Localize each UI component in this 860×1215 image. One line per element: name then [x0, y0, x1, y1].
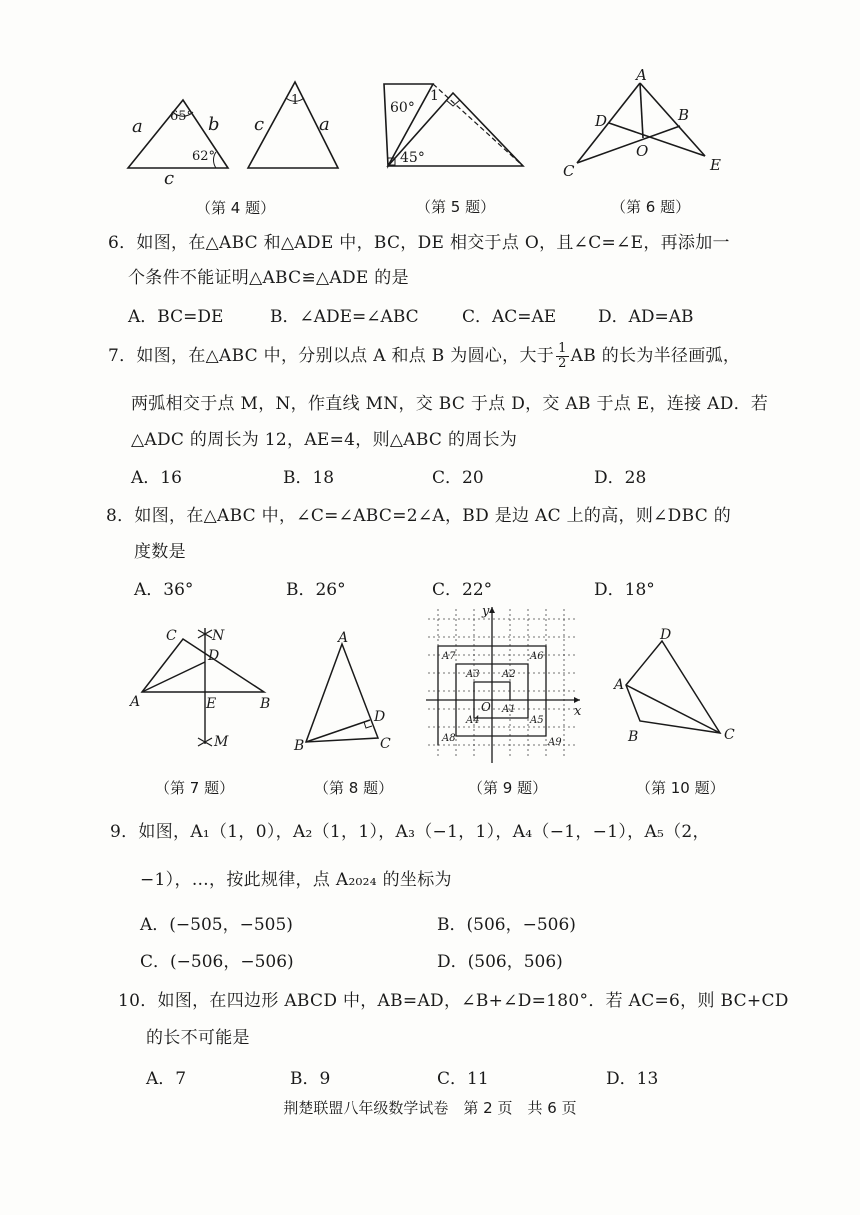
fig9-A7: A7 [442, 651, 456, 662]
fraction-denominator: 2 [558, 356, 567, 371]
fig10-C: C [724, 727, 735, 743]
fig6-A: A [636, 68, 647, 84]
fig4-right-label-a: a [319, 114, 330, 135]
fig10-A: A [614, 677, 625, 693]
fig8-D: D [374, 709, 386, 725]
q6-option-d: D．AD=AB [598, 307, 694, 327]
fig4-angle-62: 62° [192, 149, 216, 164]
q9-option-c: C．(−506，−506) [140, 952, 294, 972]
q8-option-d: D．18° [594, 580, 655, 600]
fig4-angle-65: 65° [170, 109, 194, 124]
caption-fig4: （第 4 题） [196, 199, 276, 217]
caption-fig8: （第 8 题） [314, 779, 394, 797]
fig6-E: E [710, 156, 721, 174]
fig10-D: D [660, 627, 672, 643]
fig5-angle-1: 1 [430, 88, 439, 104]
fig4-label-a: a [132, 116, 143, 137]
figure-5-diagram [378, 78, 528, 173]
q10-line-2: 的长不可能是 [146, 1028, 250, 1048]
fig6-O: O [636, 142, 649, 160]
q9-line-1: 9．如图，A₁（1，0），A₂（1，1），A₃（−1，1），A₄（−1，−1），A₅（2， [110, 822, 710, 842]
fig9-y: y [482, 605, 490, 619]
q7-line-1-rest: AB 的长为半径画弧， [570, 346, 741, 366]
figure-10 [610, 625, 745, 750]
q7-line-3: △ADC 的周长为 12，AE=4，则△ABC 的周长为 [131, 430, 518, 450]
q10-option-b: B．9 [290, 1069, 331, 1089]
figure-5 [378, 78, 528, 173]
fig7-C: C [166, 628, 177, 644]
fig7-M: M [214, 734, 229, 750]
fig9-A8: A8 [442, 733, 456, 744]
fig7-N: N [212, 628, 225, 644]
q10-option-a: A．7 [146, 1069, 187, 1089]
fig5-angle-45: 45° [400, 150, 425, 166]
figure-9-diagram [424, 605, 584, 765]
q8-option-a: A．36° [134, 580, 194, 600]
fig9-A9: A9 [548, 737, 562, 748]
fig8-C: C [380, 736, 391, 752]
fig6-C: C [563, 162, 575, 180]
figure-8-diagram [290, 628, 400, 753]
q8-line-2: 度数是 [134, 542, 186, 562]
fig9-A5: A5 [530, 715, 544, 726]
figure-10-diagram [610, 625, 745, 750]
fig5-angle-60: 60° [390, 100, 415, 116]
q7-option-c: C．20 [432, 468, 484, 488]
fig7-B: B [260, 696, 271, 712]
fig7-D: D [208, 648, 220, 664]
q9-option-d: D．(506，506) [437, 952, 563, 972]
q10-line-1: 10．如图，在四边形 ABCD 中，AB=AD，∠B+∠D=180°．若 AC=6，则 BC+CD [118, 991, 789, 1011]
figure-7 [126, 622, 276, 754]
fig10-B: B [628, 729, 639, 745]
fig9-A3: A3 [466, 669, 480, 680]
page-footer: 荆楚联盟八年级数学试卷 第 2 页 共 6 页 [283, 1099, 577, 1117]
fig4-label-b: b [208, 114, 220, 135]
fraction-half [556, 342, 569, 371]
fig4-angle-1: 1 [291, 93, 300, 108]
fig9-A6: A6 [530, 651, 544, 662]
fig7-E: E [206, 696, 217, 712]
q9-line-2: −1），…，按此规律，点 A₂₀₂₄ 的坐标为 [140, 870, 452, 890]
q8-option-c: C．22° [432, 580, 493, 600]
fig6-B: B [678, 106, 690, 124]
q7-line-2: 两弧相交于点 M，N，作直线 MN，交 BC 于点 D，交 AB 于点 E，连接 AD．若 [131, 394, 769, 414]
q6-option-b: B．∠ADE=∠ABC [270, 307, 419, 327]
caption-fig7: （第 7 题） [155, 779, 235, 797]
figure-7-diagram [126, 622, 276, 754]
fig9-A4: A4 [466, 715, 480, 726]
fig8-B: B [294, 738, 305, 753]
caption-fig10: （第 10 题） [636, 779, 725, 797]
q6-option-a: A．BC=DE [128, 307, 224, 327]
q10-option-c: C．11 [437, 1069, 489, 1089]
q6-line-2: 个条件不能证明△ABC≌△ADE 的是 [128, 268, 409, 288]
q6-option-c: C．AC=AE [462, 307, 557, 327]
q7-option-b: B．18 [283, 468, 335, 488]
q9-option-b: B．(506，−506) [437, 915, 576, 935]
figure-9 [424, 605, 584, 765]
q8-line-1: 8．如图，在△ABC 中，∠C=∠ABC=2∠A，BD 是边 AC 上的高，则∠DBC 的 [106, 506, 732, 526]
caption-fig6: （第 6 题） [611, 198, 691, 216]
q7-option-d: D．28 [594, 468, 647, 488]
figure-8 [290, 628, 400, 753]
q8-option-b: B．26° [286, 580, 346, 600]
caption-fig9: （第 9 题） [468, 779, 548, 797]
q10-option-d: D．13 [606, 1069, 659, 1089]
q7-line-1 [108, 341, 740, 371]
fig9-A2: A2 [502, 669, 516, 680]
fig8-A: A [338, 630, 349, 646]
fig6-D: D [595, 112, 608, 130]
q7-line-1-text: 7．如图，在△ABC 中，分别以点 A 和点 B 为圆心，大于 [108, 346, 555, 366]
q9-option-a: A．(−505，−505) [140, 915, 293, 935]
fig9-x: x [574, 704, 582, 719]
caption-fig5: （第 5 题） [416, 198, 496, 216]
figure-4 [118, 70, 348, 190]
fraction-numerator: 1 [558, 341, 567, 356]
figure-6 [555, 68, 735, 183]
fig4-right-label-c: c [254, 114, 265, 135]
figure-4-diagram [118, 70, 348, 190]
fig9-O: O [481, 700, 491, 714]
q7-option-a: A．16 [131, 468, 182, 488]
fig9-A1: A1 [502, 704, 516, 715]
q6-line-1: 6．如图，在△ABC 和△ADE 中，BC，DE 相交于点 O，且∠C=∠E，再添加一 [108, 233, 730, 253]
fig7-A: A [130, 694, 141, 710]
fig4-label-c: c [164, 168, 175, 189]
figure-6-diagram [555, 68, 735, 183]
